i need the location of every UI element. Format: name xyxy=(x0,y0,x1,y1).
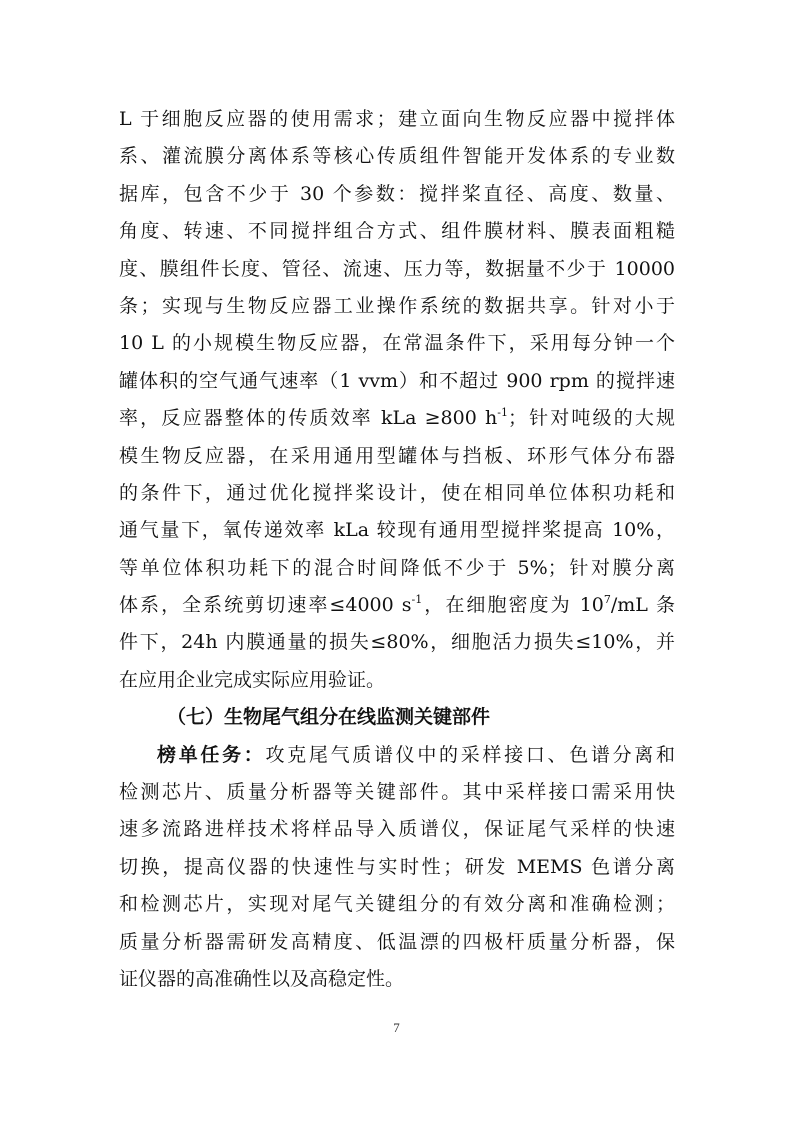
text-line: 等单位体积功耗下的混合时间降低不少于 5%；针对膜分离 xyxy=(119,556,675,579)
text-line: 的条件下，通过优化搅拌桨设计，使在相同单位体积功耗和 xyxy=(119,481,675,504)
text-line: 角度、转速、不同搅拌组合方式、组件膜材料、膜表面粗糙 xyxy=(119,220,675,243)
text-line: L 于细胞反应器的使用需求；建立面向生物反应器中搅拌体 xyxy=(119,108,675,130)
text-line: 罐体积的空气通气速率（1 vvm）和不超过 900 rpm 的搅拌速 xyxy=(119,369,675,392)
text-line: 度、膜组件长度、管径、流速、压力等，数据量不少于 10000 xyxy=(119,257,675,280)
section-heading: （七）生物尾气组分在线监测关键部件 xyxy=(167,706,491,729)
text-line: 切换，提高仪器的快速性与实时性；研发 MEMS 色谱分离 xyxy=(119,855,675,878)
text-line: 10 L 的小规模生物反应器，在常温条件下，采用每分钟一个 xyxy=(119,332,675,355)
text-line: 系、灌流膜分离体系等核心传质组件智能开发体系的专业数 xyxy=(119,145,675,168)
text-line: 条；实现与生物反应器工业操作系统的数据共享。针对小于 xyxy=(119,294,675,317)
task-first-line xyxy=(119,737,675,774)
text-line: 件下，24h 内膜通量的损失≤80%，细胞活力损失≤10%，并 xyxy=(119,631,675,654)
task-label: 榜单任务： xyxy=(157,743,266,766)
text-segment: ；针对吨级的大规 xyxy=(507,407,675,430)
text-segment: 攻克尾气质谱仪中的采样接口、色谱分离和 xyxy=(265,743,675,766)
text-line: 速多流路进样技术将样品导入质谱仪，保证尾气采样的快速 xyxy=(119,818,675,841)
text-line: 检测芯片、质量分析器等关键部件。其中采样接口需采用快 xyxy=(119,781,675,804)
body-text xyxy=(119,101,675,998)
text-segment: 体系，全系统剪切速率≤4000 s xyxy=(119,594,412,617)
text-line: 质量分析器需研发高精度、低温漂的四极杆质量分析器，保 xyxy=(119,930,675,953)
superscript: 7 xyxy=(603,593,611,607)
text-segment: ，在细胞密度为 10 xyxy=(422,594,604,617)
text-segment: 率，反应器整体的传质效率 kLa ≥800 h xyxy=(119,407,498,430)
text-segment: /mL 条 xyxy=(610,594,675,617)
text-line: 模生物反应器，在采用通用型罐体与挡板、环形气体分布器 xyxy=(119,444,675,467)
superscript: -1 xyxy=(411,593,423,607)
superscript: -1 xyxy=(497,406,508,420)
text-line: 证仪器的高准确性以及高稳定性。 xyxy=(119,967,405,990)
text-line: 通气量下，氧传递效率 kLa 较现有通用型搅拌桨提高 10%， xyxy=(119,519,675,542)
page-number: 7 xyxy=(393,1020,400,1035)
text-line: 据库，包含不少于 30 个参数：搅拌桨直径、高度、数量、 xyxy=(119,182,675,205)
text-line: 在应用企业完成实际应用验证。 xyxy=(119,668,386,691)
text-line-shear xyxy=(119,587,675,624)
text-line: 和检测芯片，实现对尾气关键组分的有效分离和准确检测； xyxy=(119,893,675,916)
text-line-kla xyxy=(119,400,675,437)
